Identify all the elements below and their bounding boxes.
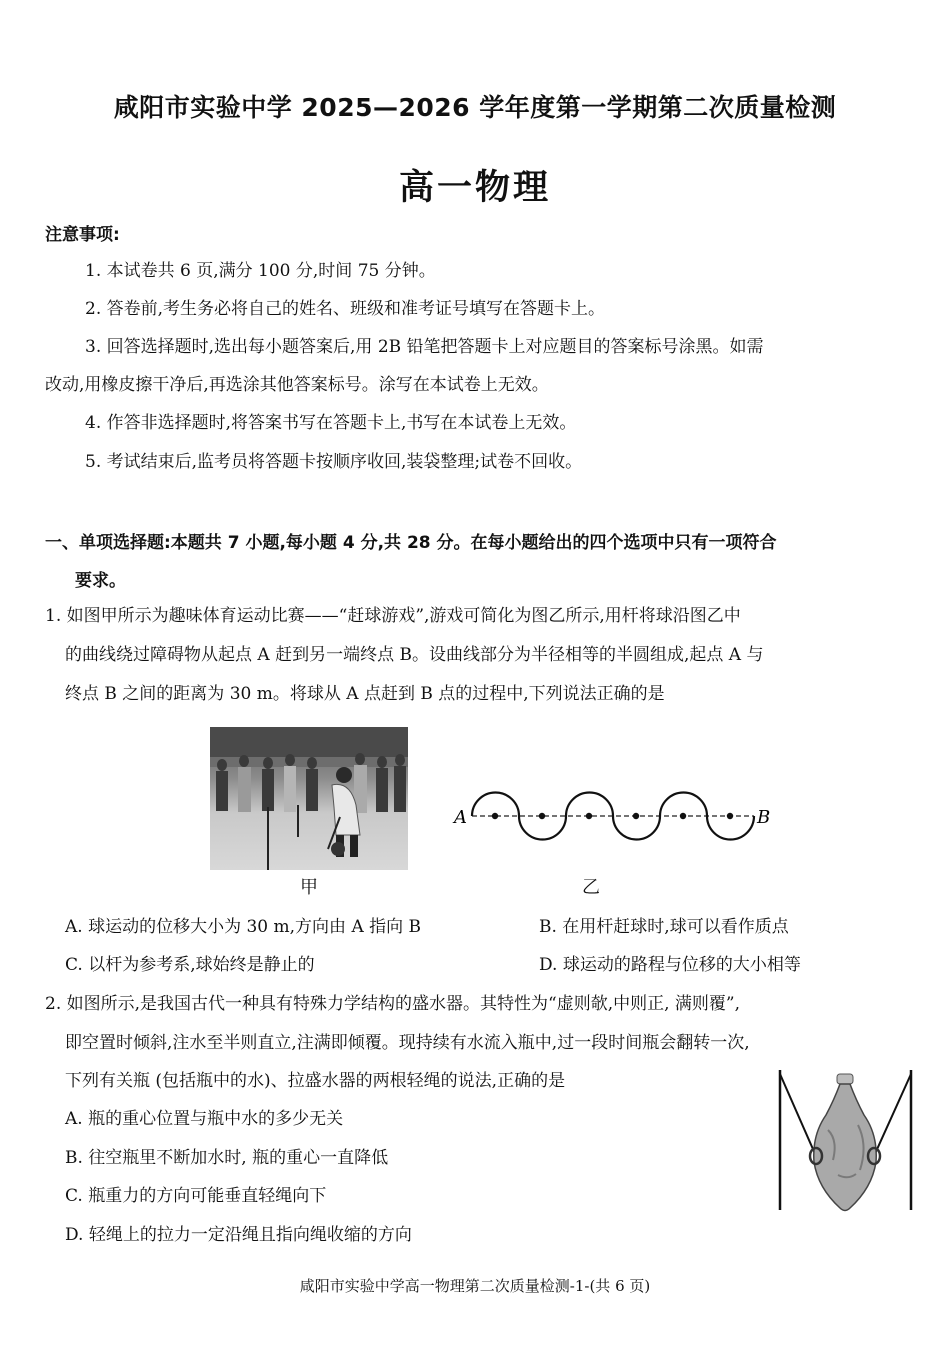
obstacle-dot (633, 813, 639, 819)
section-heading: 一、单项选择题:本题共 7 小题,每小题 4 分,共 28 分。在每小题给出的四个选项中只有一项符合 (45, 533, 777, 553)
notice-item-1: 1. 本试卷共 6 页,满分 100 分,时间 75 分钟。 (85, 261, 436, 281)
notice-item-5: 5. 考试结束后,监考员将答题卡按顺序收回,装袋整理;试卷不回收。 (85, 452, 583, 472)
q1-stem-line-2: 的曲线绕过障碍物从起点 A 赶到另一端终点 B。设曲线部分为半径相等的半圆组成,起点 A 与 (65, 645, 764, 665)
figure-jia-caption: 甲 (300, 877, 318, 898)
left-rope (780, 1074, 816, 1156)
q2-option-d: D. 轻绳上的拉力一定沿绳且指向绳收缩的方向 (65, 1225, 412, 1245)
obstacle-dot (586, 813, 592, 819)
notice-item-3: 3. 回答选择题时,选出每小题答案后,用 2B 铅笔把答题卡上对应题目的答案标号涂黑。如需 (85, 337, 764, 357)
q1-option-a: A. 球运动的位移大小为 30 m,方向由 A 指向 B (65, 917, 422, 937)
q1-option-b: B. 在用杆赶球时,球可以看作质点 (539, 917, 789, 937)
q2-option-c: C. 瓶重力的方向可能垂直轻绳向下 (65, 1186, 327, 1206)
section-heading-cont: 要求。 (75, 571, 126, 591)
q1-option-c: C. 以杆为参考系,球始终是静止的 (65, 955, 315, 975)
point-b-label: B (757, 807, 771, 828)
notice-item-2: 2. 答卷前,考生务必将自己的姓名、班级和准考证号填写在答题卡上。 (85, 299, 606, 319)
water-vessel-figure (778, 1070, 913, 1215)
right-rope (874, 1074, 911, 1156)
exam-title: 咸阳市实验中学 2025—2026 学年度第一学期第二次质量检测 (113, 93, 837, 122)
q2-stem-line-1: 2. 如图所示,是我国古代一种具有特殊力学结构的盛水器。其特性为“虚则欹,中则正, 满则覆”, (45, 994, 741, 1014)
q2-option-a: A. 瓶的重心位置与瓶中水的多少无关 (65, 1109, 344, 1129)
obstacle-dot (727, 813, 733, 819)
obstacle-dot (680, 813, 686, 819)
q2-stem-line-2: 即空置时倾斜,注水至半则直立,注满即倾覆。现持续有水流入瓶中,过一段时间瓶会翻转一次, (65, 1033, 750, 1053)
page-footer: 咸阳市实验中学高一物理第二次质量检测-1-(共 6 页) (299, 1277, 651, 1295)
notice-heading: 注意事项: (45, 225, 120, 245)
q1-stem-line-3: 终点 B 之间的距离为 30 m。将球从 A 点赶到 B 点的过程中,下列说法正确的是 (65, 684, 665, 704)
notice-item-3-cont: 改动,用橡皮擦干净后,再选涂其他答案标号。涂写在本试卷上无效。 (45, 375, 549, 395)
q1-stem-line-1: 1. 如图甲所示为趣味体育运动比赛——“赶球游戏”,游戏可简化为图乙所示,用杆将球沿图乙中 (45, 606, 741, 626)
subject-title: 高一物理 (398, 168, 551, 208)
obstacle-dot (539, 813, 545, 819)
q2-stem-line-3: 下列有关瓶 (包括瓶中的水)、拉盛水器的两根轻绳的说法,正确的是 (65, 1071, 566, 1091)
q1-option-d: D. 球运动的路程与位移的大小相等 (539, 955, 801, 975)
figure-jia-photo (210, 727, 408, 870)
figure-yi-path-diagram (448, 778, 778, 870)
notice-item-4: 4. 作答非选择题时,将答案书写在答题卡上,书写在本试卷上无效。 (85, 413, 577, 433)
q2-option-b: B. 往空瓶里不断加水时, 瓶的重心一直降低 (65, 1148, 389, 1168)
point-a-label: A (454, 807, 467, 828)
obstacle-dot (492, 813, 498, 819)
figure-yi-caption: 乙 (582, 877, 600, 898)
